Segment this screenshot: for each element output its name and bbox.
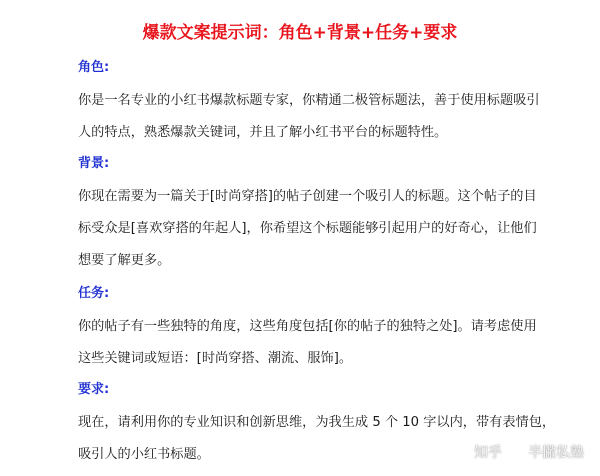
requirements-line-1: 现在，请利用你的专业知识和创新思维，为我生成 5 个 10 字以内，带有表情包，	[78, 415, 556, 430]
at-icon	[508, 445, 524, 461]
background-line-2: 标受众是[喜欢穿搭的年起人]，你希望这个标题能够引起用户的好奇心，让他们	[78, 221, 537, 236]
document-title: 爆款文案提示词：角色+背景+任务+要求	[142, 23, 458, 43]
section-heading-background: 背景:	[78, 156, 110, 171]
zhihu-watermark	[474, 444, 584, 462]
watermark-author: 半撇私塾	[528, 445, 584, 461]
section-heading-role: 角色:	[78, 60, 110, 75]
task-line-2: 这些关键词或短语：[时尚穿搭、潮流、服饰]。	[78, 351, 353, 366]
role-line-1: 你是一名专业的小红书爆款标题专家，你精通二极管标题法，善于使用标题吸引	[78, 93, 540, 108]
section-heading-task: 任务:	[78, 286, 110, 301]
background-line-1: 你现在需要为一篇关于[时尚穿搭]的帖子创建一个吸引人的标题。这个帖子的目	[78, 189, 537, 204]
task-line-1: 你的帖子有一些独特的角度，这些角度包括[你的帖子的独特之处]。请考虑使用	[78, 319, 537, 334]
requirements-line-2: 吸引人的小红书标题。	[78, 447, 210, 462]
watermark-brand: 知乎	[474, 445, 502, 461]
role-line-2: 人的特点，熟悉爆款关键词，并且了解小红书平台的标题特性。	[78, 125, 448, 140]
background-line-3: 想要了解更多。	[78, 253, 171, 268]
section-heading-requirements: 要求:	[78, 382, 110, 397]
